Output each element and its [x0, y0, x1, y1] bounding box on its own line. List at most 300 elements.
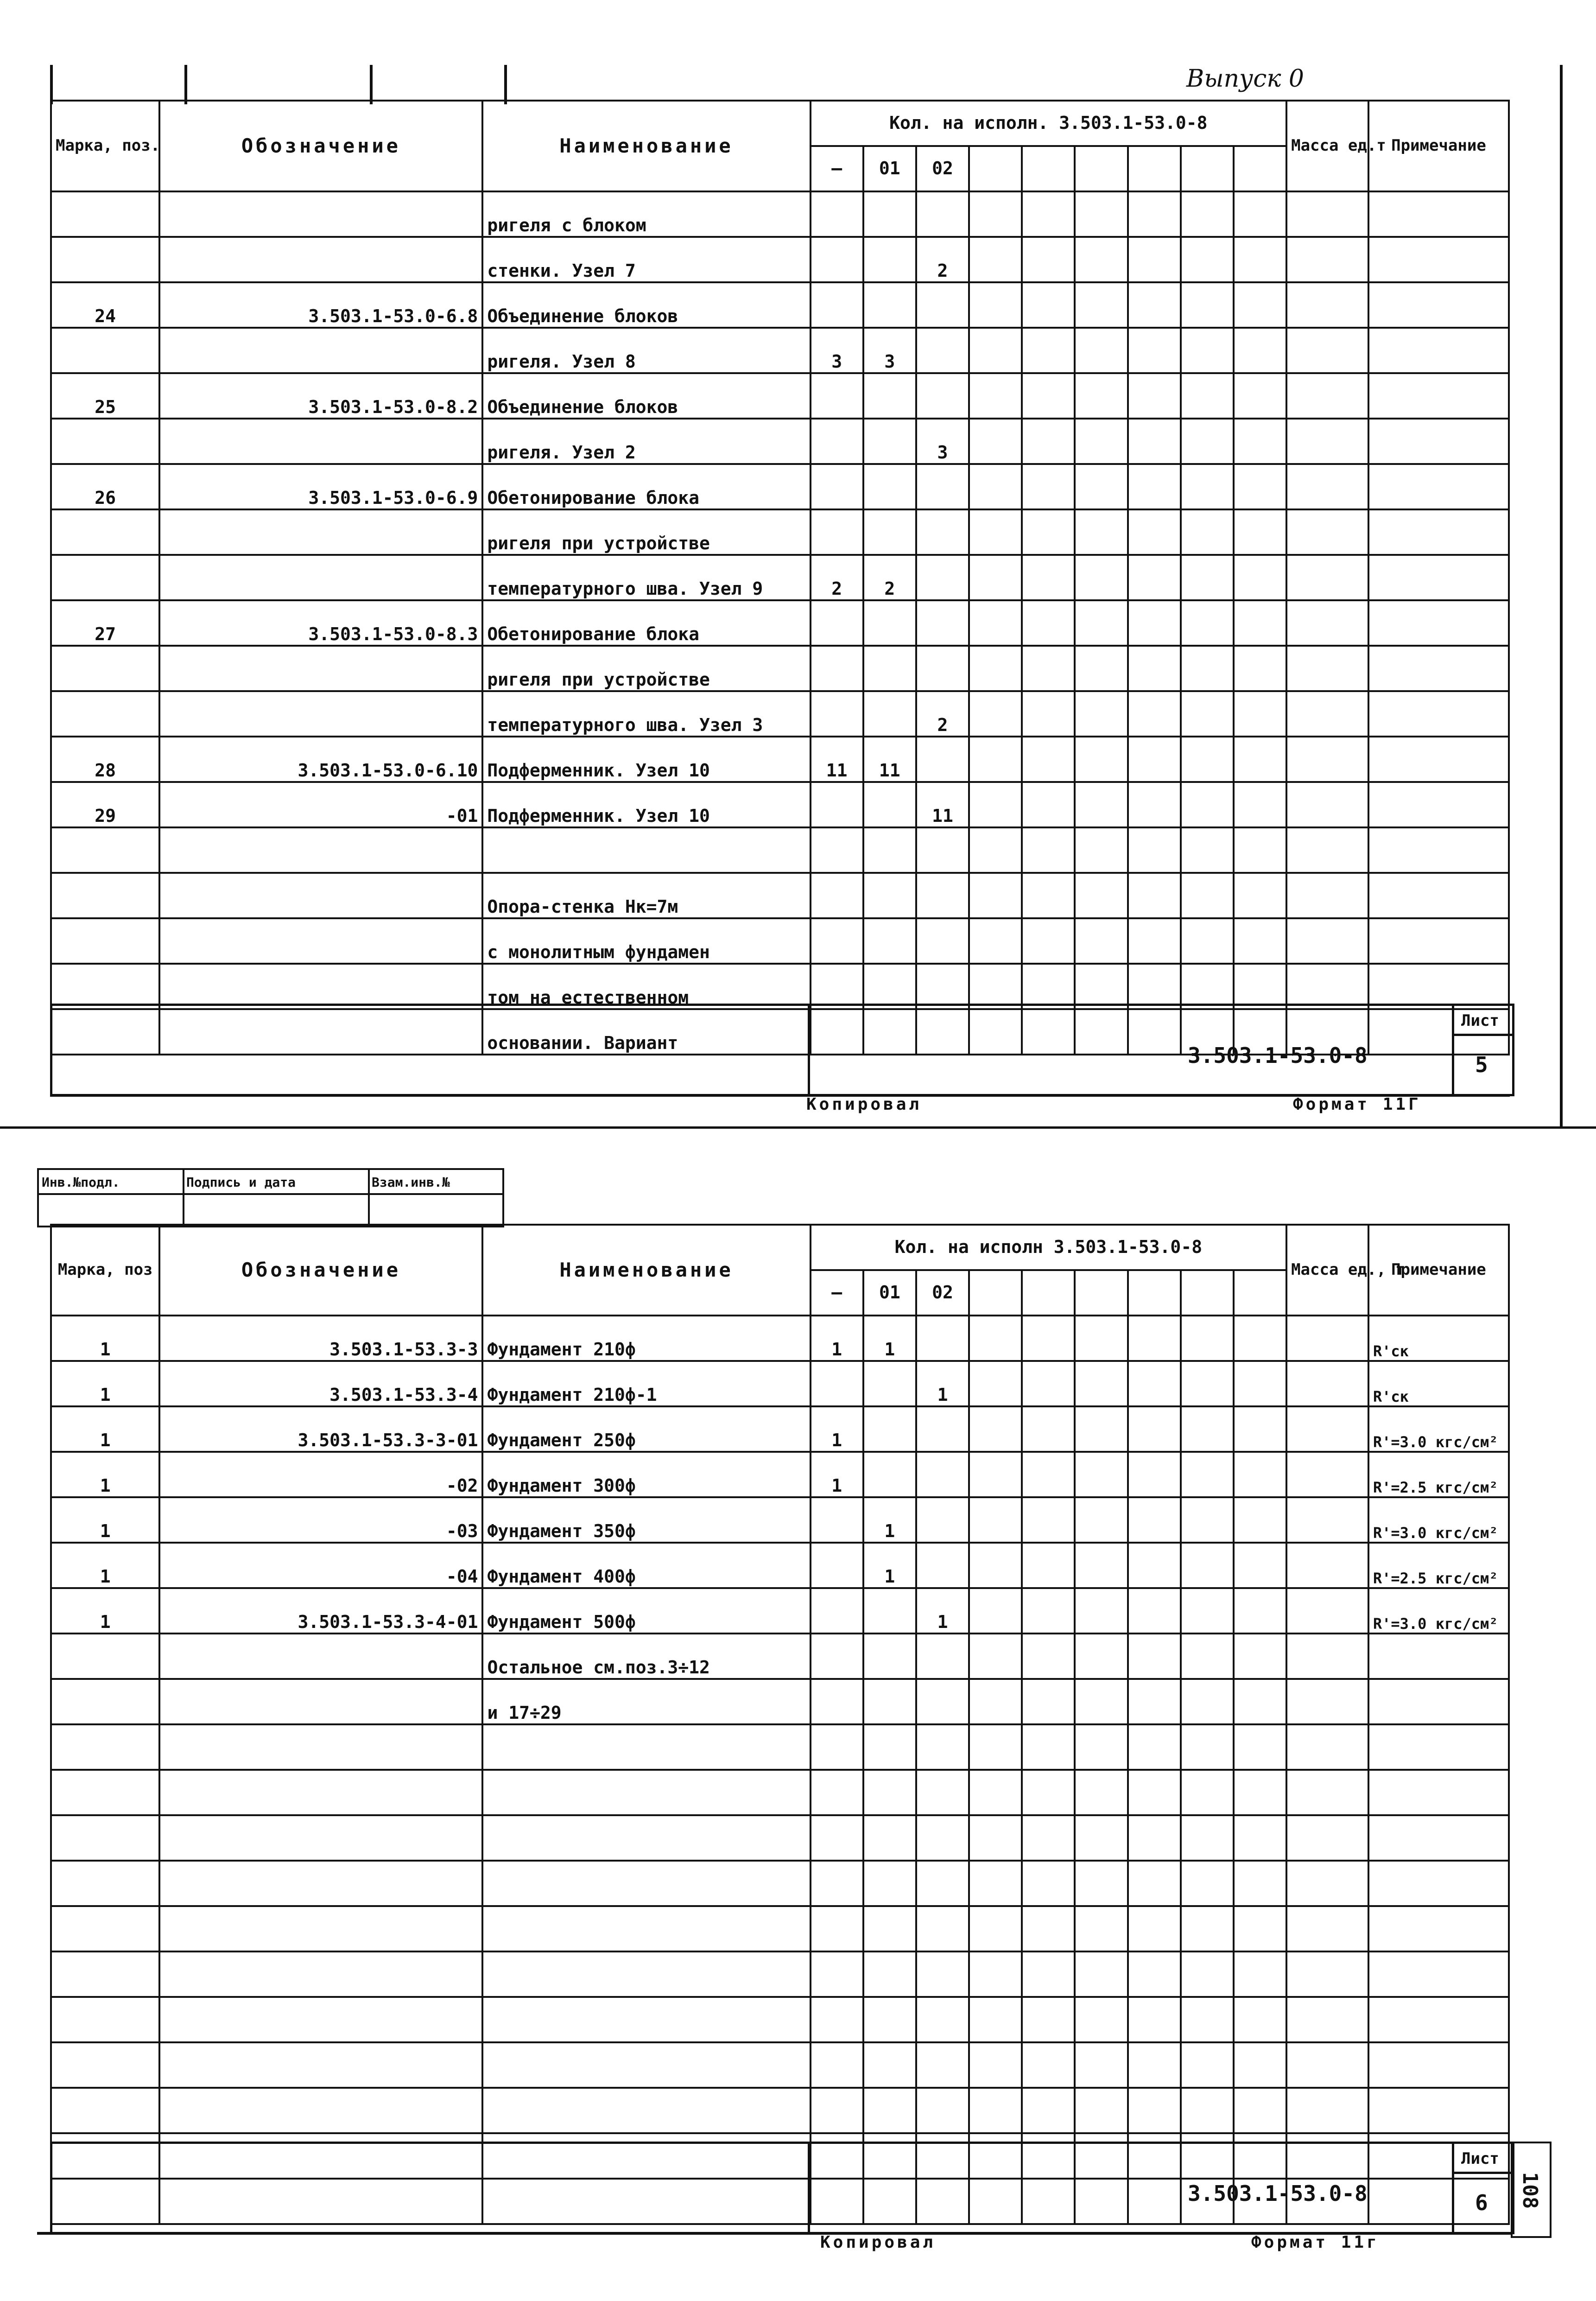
cell-name — [482, 1815, 810, 1861]
title-block-1 — [50, 1004, 1514, 1096]
table-row — [51, 1316, 1509, 1361]
cell-qty-02 — [916, 827, 969, 873]
cell-qty-01 — [863, 691, 916, 737]
cell-qty-empty — [1022, 873, 1075, 918]
cell-mark: 1 — [51, 1406, 159, 1452]
cell-mass — [1286, 191, 1368, 237]
cell-qty-empty — [1075, 237, 1127, 282]
cell-qty-02: 1 — [916, 1361, 969, 1406]
cell-note — [1368, 646, 1509, 691]
cell-qty-empty — [1075, 1497, 1127, 1543]
cell-designation: 3.503.1-53.0-6.9 — [159, 464, 482, 509]
cell-mark: 29 — [51, 782, 159, 827]
cell-qty-01: 3 — [863, 328, 916, 373]
cell-qty-empty — [1234, 2088, 1286, 2133]
cell-name — [482, 2042, 810, 2088]
cell-note — [1368, 328, 1509, 373]
cell-qty-empty — [1128, 2088, 1181, 2133]
cell-note — [1368, 191, 1509, 237]
format-label: Формат 11Г — [1293, 1095, 1421, 1114]
cell-designation: 3.503.1-53.0-6.10 — [159, 737, 482, 782]
cell-qty-empty — [1075, 373, 1127, 419]
cell-qty-01 — [863, 873, 916, 918]
cell-qty-dash — [811, 373, 863, 419]
cell-mass — [1286, 1634, 1368, 1679]
header-col-empty — [1234, 1270, 1286, 1316]
cell-qty-empty — [1022, 555, 1075, 600]
cell-qty-empty — [1022, 1452, 1075, 1497]
cell-qty-empty — [1022, 1361, 1075, 1406]
cell-qty-empty — [1075, 509, 1127, 555]
cell-qty-empty — [1128, 555, 1181, 600]
cell-qty-empty — [1181, 1634, 1234, 1679]
stamp-divider — [183, 1170, 184, 1226]
cell-qty-empty — [1128, 509, 1181, 555]
cell-name: том на естественном — [482, 964, 810, 1009]
cell-qty-empty — [1234, 1951, 1286, 1997]
cell-mass — [1286, 1452, 1368, 1497]
cell-qty-empty — [1075, 1861, 1127, 1906]
cell-name: Остальное см.поз.3÷12 — [482, 1634, 810, 1679]
cell-qty-empty — [969, 1361, 1022, 1406]
cell-qty-empty — [1075, 782, 1127, 827]
cell-name: ригеля при устройстве — [482, 509, 810, 555]
cell-qty-empty — [1234, 328, 1286, 373]
cell-name: Обетонирование блока — [482, 464, 810, 509]
cell-qty-empty — [1075, 1997, 1127, 2042]
cell-qty-empty — [1234, 691, 1286, 737]
table-row — [51, 782, 1509, 827]
cell-qty-empty — [1075, 964, 1127, 1009]
cell-qty-dash — [811, 1997, 863, 2042]
cell-qty-empty — [1234, 237, 1286, 282]
cell-qty-empty — [1075, 1452, 1127, 1497]
cell-qty-empty — [1234, 555, 1286, 600]
cell-note — [1368, 600, 1509, 646]
cell-qty-empty — [1181, 1679, 1234, 1724]
cell-mass — [1286, 2042, 1368, 2088]
cell-mass — [1286, 691, 1368, 737]
cell-qty-empty — [1128, 1815, 1181, 1861]
cell-qty-empty — [969, 1497, 1022, 1543]
table-row — [51, 328, 1509, 373]
header-col-dash: — — [811, 1270, 863, 1316]
cell-mark: 27 — [51, 600, 159, 646]
cell-mark — [51, 555, 159, 600]
cell-qty-empty — [969, 373, 1022, 419]
cell-mass — [1286, 600, 1368, 646]
stamp-vzam: Взам.инв.№ — [372, 1175, 450, 1190]
cell-qty-empty — [1181, 1497, 1234, 1543]
cell-qty-empty — [969, 1951, 1022, 1997]
cell-designation: 3.503.1-53.0-8.2 — [159, 373, 482, 419]
header-col-empty — [1022, 146, 1075, 191]
cell-qty-empty — [1022, 782, 1075, 827]
cell-qty-empty — [1181, 509, 1234, 555]
table-row — [51, 1634, 1509, 1679]
header-mass: Масса ед.т — [1286, 101, 1368, 191]
cell-qty-02 — [916, 1724, 969, 1770]
cell-mass — [1286, 1724, 1368, 1770]
cell-qty-empty — [969, 2042, 1022, 2088]
cell-qty-01 — [863, 1724, 916, 1770]
cell-qty-01 — [863, 1997, 916, 2042]
header-col-empty — [1181, 146, 1234, 191]
cell-mark — [51, 1679, 159, 1724]
header-col-empty — [1181, 1270, 1234, 1316]
cell-designation — [159, 191, 482, 237]
cell-qty-empty — [969, 782, 1022, 827]
header-name: Наименование — [482, 101, 810, 191]
cell-mass — [1286, 782, 1368, 827]
cell-qty-01 — [863, 827, 916, 873]
cell-qty-empty — [969, 1770, 1022, 1815]
cell-designation — [159, 918, 482, 964]
cell-note — [1368, 1997, 1509, 2042]
table-row — [51, 1861, 1509, 1906]
cell-note — [1368, 1634, 1509, 1679]
cell-qty-empty — [1181, 827, 1234, 873]
cell-qty-empty — [1075, 419, 1127, 464]
cell-qty-empty — [1075, 1815, 1127, 1861]
cell-mass — [1286, 1543, 1368, 1588]
cell-qty-01 — [863, 1951, 916, 1997]
cell-designation: -01 — [159, 782, 482, 827]
cell-mark — [51, 1815, 159, 1861]
stamp-sign: Подпись и дата — [186, 1175, 296, 1190]
table-row — [51, 373, 1509, 419]
cell-note — [1368, 1770, 1509, 1815]
cell-qty-empty — [1181, 282, 1234, 328]
header-qty-title: Кол. на исполн 3.503.1-53.0-8 — [811, 1225, 1286, 1270]
cell-qty-empty — [1022, 646, 1075, 691]
cell-qty-empty — [1181, 1861, 1234, 1906]
cell-note — [1368, 464, 1509, 509]
cell-name: Подферменник. Узел 10 — [482, 737, 810, 782]
cell-qty-empty — [969, 191, 1022, 237]
cell-qty-empty — [1075, 600, 1127, 646]
cell-name: Опора-стенка Нк=7м — [482, 873, 810, 918]
cell-qty-01 — [863, 373, 916, 419]
cell-note — [1368, 282, 1509, 328]
cell-qty-empty — [1128, 282, 1181, 328]
cell-qty-01: 1 — [863, 1543, 916, 1588]
cell-name — [482, 1906, 810, 1951]
cell-qty-empty — [1181, 1906, 1234, 1951]
cell-designation — [159, 555, 482, 600]
cell-qty-empty — [1022, 2042, 1075, 2088]
cell-mark — [51, 237, 159, 282]
cell-qty-dash — [811, 1543, 863, 1588]
table-row — [51, 1361, 1509, 1406]
cell-qty-empty — [1075, 1316, 1127, 1361]
cell-qty-empty — [1128, 873, 1181, 918]
cell-qty-empty — [1234, 464, 1286, 509]
cell-qty-empty — [1234, 282, 1286, 328]
cell-note — [1368, 2088, 1509, 2133]
title-block-divider — [808, 1006, 810, 1094]
cell-qty-empty — [1022, 1634, 1075, 1679]
table-row — [51, 555, 1509, 600]
table-row — [51, 191, 1509, 237]
cell-qty-empty — [1075, 1906, 1127, 1951]
title-block-divider — [808, 2144, 810, 2232]
cell-qty-empty — [1128, 1906, 1181, 1951]
title-block-2 — [50, 2142, 1514, 2234]
cell-note: R'=3.0 кгс/см² — [1368, 1406, 1509, 1452]
cell-qty-empty — [969, 827, 1022, 873]
cell-mark — [51, 191, 159, 237]
header-qty-title: Кол. на исполн. 3.503.1-53.0-8 — [811, 101, 1287, 146]
cell-qty-empty — [1181, 1452, 1234, 1497]
table-row — [51, 1815, 1509, 1861]
cell-qty-dash — [811, 282, 863, 328]
cell-note — [1368, 1815, 1509, 1861]
cell-qty-01 — [863, 191, 916, 237]
header-note: Примечание — [1368, 101, 1509, 191]
cell-qty-empty — [969, 918, 1022, 964]
cell-qty-01 — [863, 1679, 916, 1724]
cell-qty-empty — [1128, 2042, 1181, 2088]
cell-designation: 3.503.1-53.3-3 — [159, 1316, 482, 1361]
cell-mass — [1286, 373, 1368, 419]
cell-qty-empty — [1022, 1497, 1075, 1543]
cell-qty-empty — [1075, 1770, 1127, 1815]
cell-mass — [1286, 1997, 1368, 2042]
cell-qty-02: 2 — [916, 691, 969, 737]
cell-name: Объединение блоков — [482, 373, 810, 419]
cell-note — [1368, 691, 1509, 737]
cell-qty-02: 11 — [916, 782, 969, 827]
cell-qty-02 — [916, 1906, 969, 1951]
cell-qty-02: 1 — [916, 1588, 969, 1634]
cell-qty-empty — [1234, 509, 1286, 555]
cell-name: и 17÷29 — [482, 1679, 810, 1724]
table-row — [51, 646, 1509, 691]
cell-mass — [1286, 328, 1368, 373]
cell-mark — [51, 918, 159, 964]
cell-qty-empty — [1075, 1634, 1127, 1679]
cell-mass — [1286, 419, 1368, 464]
cell-qty-dash: 11 — [811, 737, 863, 782]
cell-qty-01 — [863, 646, 916, 691]
cell-mark — [51, 827, 159, 873]
cell-mark — [51, 1770, 159, 1815]
cell-qty-02: 3 — [916, 419, 969, 464]
cell-qty-empty — [1128, 1497, 1181, 1543]
right-border-line — [1560, 65, 1563, 1126]
top-stub-line — [370, 65, 373, 104]
cell-qty-empty — [1128, 1724, 1181, 1770]
cell-qty-dash — [811, 1634, 863, 1679]
cell-qty-empty — [1022, 827, 1075, 873]
cell-qty-empty — [1022, 1997, 1075, 2042]
cell-name: Фундамент 210ф — [482, 1316, 810, 1361]
cell-qty-empty — [1234, 1361, 1286, 1406]
cell-designation — [159, 1861, 482, 1906]
cell-qty-empty — [1234, 1770, 1286, 1815]
cell-qty-02 — [916, 1679, 969, 1724]
cell-qty-empty — [1075, 2088, 1127, 2133]
cell-qty-empty — [1181, 2088, 1234, 2133]
cell-designation — [159, 646, 482, 691]
cell-mass — [1286, 1316, 1368, 1361]
cell-qty-empty — [1075, 737, 1127, 782]
cell-qty-02 — [916, 1543, 969, 1588]
cell-qty-empty — [1022, 918, 1075, 964]
document-code: 3.503.1-53.0-8 — [1188, 2181, 1368, 2206]
cell-qty-dash — [811, 1361, 863, 1406]
cell-name — [482, 1951, 810, 1997]
cell-qty-empty — [1181, 237, 1234, 282]
cell-qty-empty — [1234, 1452, 1286, 1497]
cell-designation — [159, 1906, 482, 1951]
cell-qty-dash — [811, 1906, 863, 1951]
cell-mark: 1 — [51, 1543, 159, 1588]
cell-qty-dash — [811, 509, 863, 555]
cell-qty-empty — [969, 282, 1022, 328]
title-block-divider — [1452, 2172, 1512, 2174]
cell-qty-01 — [863, 1406, 916, 1452]
cell-qty-02 — [916, 1497, 969, 1543]
cell-qty-empty — [1181, 1316, 1234, 1361]
cell-designation: 3.503.1-53.0-6.8 — [159, 282, 482, 328]
cell-qty-empty — [1181, 1951, 1234, 1997]
table-row — [51, 237, 1509, 282]
table-row — [51, 600, 1509, 646]
copied-label: Копировал — [806, 1095, 922, 1114]
cell-qty-01: 11 — [863, 737, 916, 782]
cell-qty-empty — [1022, 1770, 1075, 1815]
cell-qty-01 — [863, 1770, 916, 1815]
table-row — [51, 1724, 1509, 1770]
cell-qty-empty — [969, 737, 1022, 782]
cell-qty-01 — [863, 1634, 916, 1679]
cell-qty-empty — [1022, 737, 1075, 782]
cell-qty-empty — [1181, 691, 1234, 737]
cell-qty-empty — [1022, 600, 1075, 646]
cell-qty-empty — [1128, 1679, 1181, 1724]
cell-qty-02 — [916, 1406, 969, 1452]
cell-name — [482, 1724, 810, 1770]
table-row — [51, 918, 1509, 964]
cell-qty-02 — [916, 328, 969, 373]
top-stub-line — [50, 65, 53, 104]
table-row — [51, 964, 1509, 1009]
sheet-number: 5 — [1475, 1052, 1488, 1077]
document-code: 3.503.1-53.0-8 — [1188, 1043, 1368, 1068]
cell-qty-empty — [1234, 1724, 1286, 1770]
header-name: Наименование — [482, 1225, 810, 1316]
cell-qty-empty — [1234, 918, 1286, 964]
header-mark: Марка, поз — [51, 1225, 159, 1316]
cell-designation: 3.503.1-53.0-8.3 — [159, 600, 482, 646]
cell-qty-dash — [811, 782, 863, 827]
header-col-02: 02 — [916, 1270, 969, 1316]
cell-qty-02 — [916, 464, 969, 509]
cell-qty-empty — [969, 1316, 1022, 1361]
table-row — [51, 419, 1509, 464]
cell-qty-empty — [969, 1406, 1022, 1452]
cell-name: Обетонирование блока — [482, 600, 810, 646]
cell-note: R'=2.5 кгс/см² — [1368, 1543, 1509, 1588]
cell-qty-empty — [1128, 1588, 1181, 1634]
cell-qty-empty — [1075, 555, 1127, 600]
approval-stamp — [37, 1168, 504, 1227]
stamp-inv: Инв.№подл. — [42, 1175, 120, 1190]
cell-qty-dash — [811, 191, 863, 237]
cell-qty-02 — [916, 2042, 969, 2088]
cell-qty-empty — [1181, 737, 1234, 782]
cell-mass — [1286, 509, 1368, 555]
cell-qty-02 — [916, 1997, 969, 2042]
header-col-dash: — — [811, 146, 863, 191]
cell-qty-empty — [1075, 1406, 1127, 1452]
cell-qty-empty — [1234, 782, 1286, 827]
header-col-01: 01 — [863, 146, 916, 191]
table-row — [51, 1906, 1509, 1951]
sheet-separator — [0, 1126, 1596, 1129]
cell-qty-02 — [916, 282, 969, 328]
cell-note — [1368, 873, 1509, 918]
table-row — [51, 1452, 1509, 1497]
cell-qty-dash — [811, 2042, 863, 2088]
cell-qty-empty — [1128, 464, 1181, 509]
cell-qty-01 — [863, 1361, 916, 1406]
header-col-empty — [1128, 1270, 1181, 1316]
cell-qty-dash — [811, 1815, 863, 1861]
cell-qty-empty — [1022, 328, 1075, 373]
cell-qty-empty — [1128, 419, 1181, 464]
table-row — [51, 873, 1509, 918]
cell-qty-02 — [916, 1951, 969, 1997]
cell-qty-empty — [1181, 1361, 1234, 1406]
side-page-number: 108 — [1518, 2172, 1542, 2209]
cell-qty-empty — [1128, 1543, 1181, 1588]
cell-qty-empty — [1022, 1543, 1075, 1588]
cell-mass — [1286, 1406, 1368, 1452]
cell-note — [1368, 1679, 1509, 1724]
cell-qty-01 — [863, 1906, 916, 1951]
cell-mass — [1286, 918, 1368, 964]
cell-qty-01 — [863, 509, 916, 555]
cell-qty-dash — [811, 464, 863, 509]
sheet-number: 6 — [1475, 2190, 1488, 2215]
cell-qty-dash: 1 — [811, 1406, 863, 1452]
cell-qty-empty — [1128, 1406, 1181, 1452]
table-row — [51, 691, 1509, 737]
stamp-divider — [39, 1193, 502, 1195]
cell-qty-empty — [1234, 873, 1286, 918]
cell-qty-empty — [1022, 464, 1075, 509]
cell-qty-empty — [1128, 1997, 1181, 2042]
cell-note — [1368, 964, 1509, 1009]
cell-qty-empty — [969, 691, 1022, 737]
cell-qty-dash: 1 — [811, 1316, 863, 1361]
cell-qty-empty — [1181, 1770, 1234, 1815]
cell-qty-empty — [1181, 555, 1234, 600]
cell-note — [1368, 737, 1509, 782]
cell-qty-02 — [916, 600, 969, 646]
spec-table-2 — [50, 1224, 1510, 2225]
cell-designation — [159, 827, 482, 873]
cell-qty-empty — [1075, 873, 1127, 918]
cell-mark: 1 — [51, 1361, 159, 1406]
table-row — [51, 1588, 1509, 1634]
cell-qty-empty — [1075, 1951, 1127, 1997]
cell-name: Фундамент 210ф-1 — [482, 1361, 810, 1406]
cell-mass — [1286, 282, 1368, 328]
